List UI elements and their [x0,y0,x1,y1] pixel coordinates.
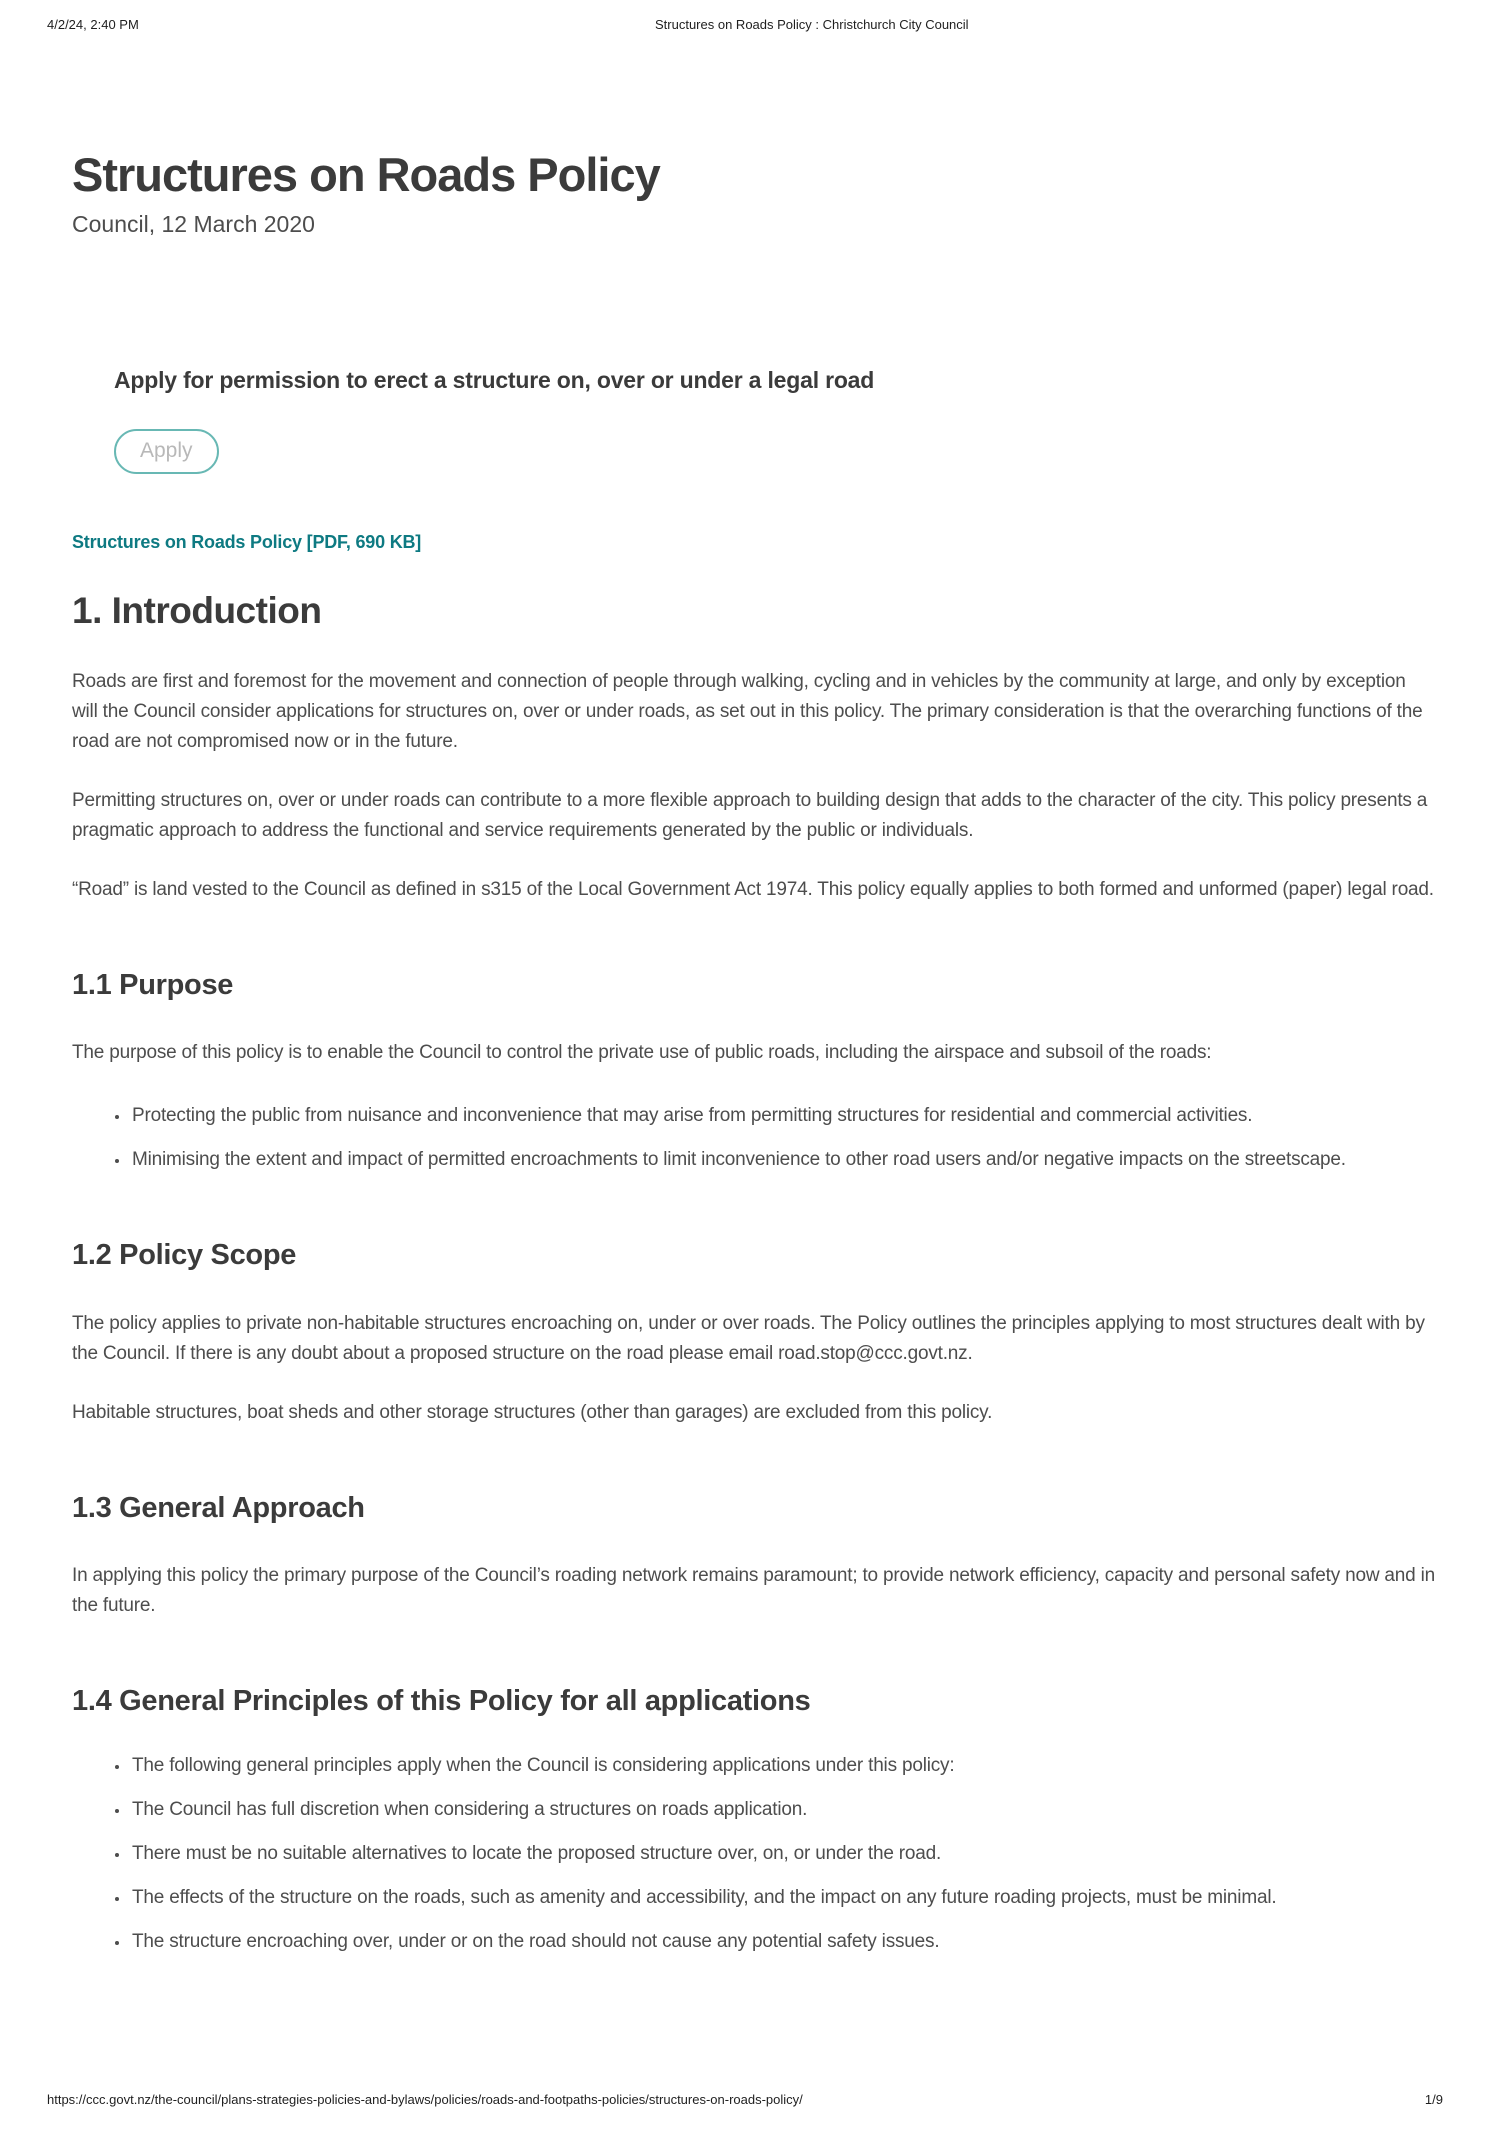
purpose-bullet-list [72,1101,1435,1175]
page-subtitle: Council, 12 March 2020 [72,211,315,238]
section-heading-introduction: 1. Introduction [72,589,322,631]
list-item: • The effects of the structure on the roads, such as amenity and accessibility, and the impact on any future roading projects, must be minimal. [130,1883,1435,1913]
paragraph: The policy applies to private non-habitable structures encroaching on, under or over roads. The Policy outlines the principles applying to most structures dealt with by the Council. If there is any doubt about a proposed structure on the road please email road.stop@ccc.govt.nz. [72,1312,1425,1364]
paragraph: Permitting structures on, over or under roads can contribute to a more flexible approach to building design that adds to the character of the city. This policy presents a pragmatic approach to address the functional and service requirements generated by the public or individuals. [72,789,1428,841]
apply-section [114,366,1435,474]
section-heading-general-approach: 1.3 General Approach [72,1491,365,1524]
paragraph: Roads are first and foremost for the movement and connection of people through walking, cycling and in vehicles by the community at large, and only by exception will the Council consider applications for structures on, over or under roads, as set out in this policy. The primary consideration is that the overarching functions of the road are not compromised now or in the future. [72,670,1423,752]
pdf-download-link[interactable]: Structures on Roads Policy [PDF, 690 KB] [72,531,422,552]
general-principles-bullet-list [72,1751,1435,1957]
footer-url: https://ccc.govt.nz/the-council/plans-strategies-policies-and-bylaws/policies/roads-and-footpaths-policies/structures-on-roads-policy/ [47,2092,803,2107]
paragraph: Habitable structures, boat sheds and other storage structures (other than garages) are excluded from this policy. [72,1401,993,1423]
list-item: • The following general principles apply when the Council is considering applications under this policy: [130,1751,1435,1781]
paragraph: In applying this policy the primary purpose of the Council’s roading network remains paramount; to provide network efficiency, capacity and personal safety now and in the future. [72,1564,1436,1616]
list-item: • Protecting the public from nuisance and inconvenience that may arise from permitting structures for residential and commercial activities. [130,1101,1435,1131]
footer-page-number: 1/9 [1424,2092,1443,2107]
list-item: • The Council has full discretion when considering a structures on roads application. [130,1795,1435,1825]
paragraph: The purpose of this policy is to enable the Council to control the private use of public roads, including the airspace and subsoil of the roads: [72,1042,1212,1064]
list-item: • Minimising the extent and impact of permitted encroachments to limit inconvenience to other road users and/or negative impacts on the streetscape. [130,1145,1435,1175]
paragraph: “Road” is land vested to the Council as defined in s315 of the Local Government Act 1974. This policy equally applies to both formed and unformed (paper) legal road. [72,878,1434,900]
apply-button[interactable]: Apply [114,429,219,474]
document-content [72,0,1435,1971]
print-header-title: Structures on Roads Policy : Christchurch City Council [655,17,969,32]
print-header-datetime: 4/2/24, 2:40 PM [47,17,139,32]
list-item: • There must be no suitable alternatives to locate the proposed structure over, on, or under the road. [130,1839,1435,1869]
section-heading-purpose: 1.1 Purpose [72,968,234,1001]
apply-section-heading: Apply for permission to erect a structure on, over or under a legal road [114,366,875,393]
list-item: • The structure encroaching over, under or on the road should not cause any potential safety issues. [130,1927,1435,1957]
page-title: Structures on Roads Policy [72,148,660,201]
section-heading-general-principles: 1.4 General Principles of this Policy for all applications [72,1684,811,1717]
section-heading-policy-scope: 1.2 Policy Scope [72,1239,297,1272]
